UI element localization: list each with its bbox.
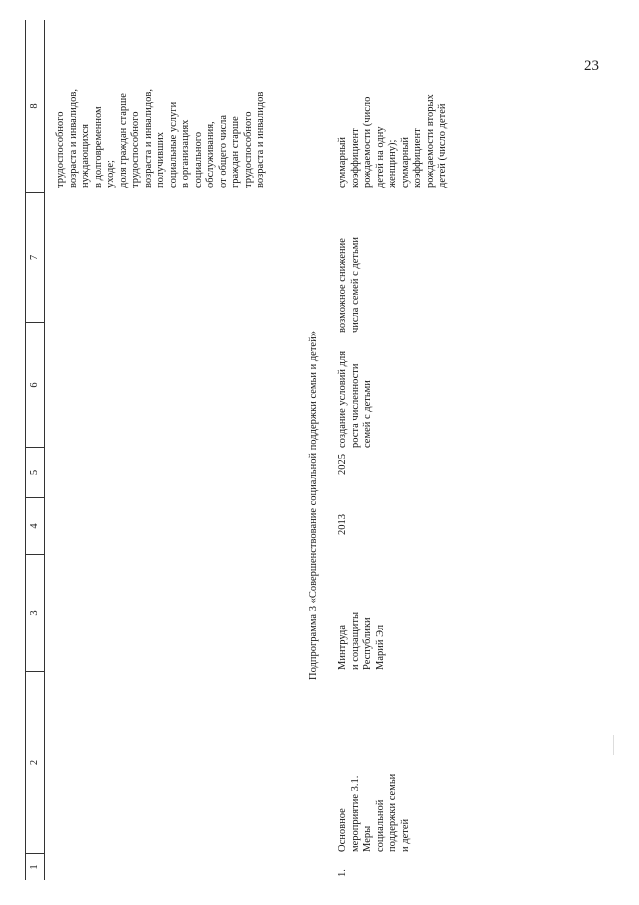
table-header-row (25, 20, 45, 880)
header-col-2: 2 (26, 672, 44, 854)
expected-result: создание условий для роста численности семей с детьми (337, 350, 373, 448)
header-col-3: 3 (26, 555, 44, 672)
row-number: 1. (337, 869, 348, 877)
start-year: 2013 (337, 514, 348, 535)
page-number: 23 (584, 58, 599, 74)
rotated-table (25, 20, 615, 880)
header-col-7: 7 (26, 193, 44, 323)
header-col-8: 8 (26, 20, 44, 193)
consequences: возможное снижение числа семей с детьми (337, 236, 361, 333)
header-col-6: 6 (26, 323, 44, 448)
end-year: 2025 (337, 454, 348, 475)
target-indicators: суммарный коэффициент рождаемости (число детей на одну женщину); суммарный коэффициент рождаемости вторых детей (число детей (337, 94, 448, 188)
executor: Минтруда и соцзащиты Республики Марий Эл (337, 611, 386, 670)
activity-name: Основное мероприятие 3.1. Меры социальной поддержки семьи и детей (337, 773, 411, 852)
header-col-1: 1 (29, 864, 40, 870)
header-col-5: 5 (26, 448, 44, 498)
header-col-4: 4 (26, 498, 44, 555)
subprogram-title: Подпрограмма 3 «Совершенствование социальной поддержки семьи и детей» (308, 331, 319, 680)
continued-indicators-text: трудоспособного возраста и инвалидов, нуждающихся в долговременном уходе; доля граждан старше трудоспособного возраста и инвалидов, получивших социальные услуги в организациях социального обслуживания, от общего числа граждан старше трудоспособного возраста и инвалидов (55, 89, 266, 188)
